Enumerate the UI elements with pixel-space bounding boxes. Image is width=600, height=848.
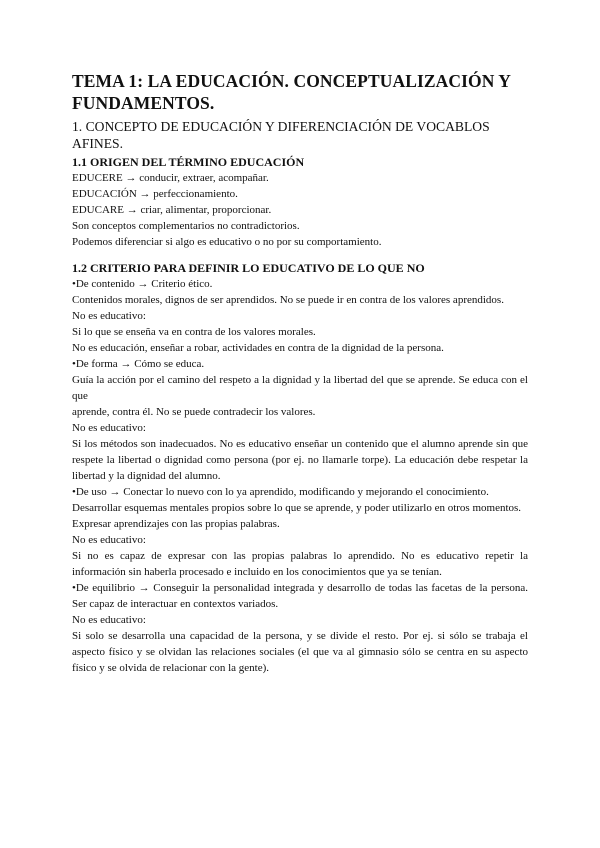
paragraph: No es educativo: [72,310,146,322]
paragraph: EDUCACIÓN → perfeccionamiento. [72,188,238,200]
section-1-2-heading: 1.2 CRITERIO PARA DEFINIR LO EDUCATIVO DE LO QUE NO [72,261,425,275]
paragraph: Si los métodos son inadecuados. No es educativo enseñar un contenido que el alumno aprende sin que respete la libertad o dignidad como persona (por ej. no llamarle torpe). La educación debe respetar la libertad y la dignidad del alumno. [72,438,528,482]
paragraph: Guía la acción por el camino del respeto a la dignidad y la libertad del que se aprende. Se educa con el que [72,374,528,402]
paragraph: •De contenido → Criterio ético. [72,278,213,290]
paragraph: No es educativo: [72,422,146,434]
paragraph: Si lo que se enseña va en contra de los valores morales. [72,326,316,338]
paragraph: No es educativo: [72,614,146,626]
document-title: TEMA 1: LA EDUCACIÓN. CONCEPTUALIZACIÓN Y FUNDAMENTOS. [72,71,511,113]
section-1-1-body [72,170,528,250]
section-1-2-body [72,276,528,676]
paragraph: •De equilibrio → Conseguir la personalidad integrada y desarrollo de todas las facetas de la persona. Ser capaz de interactuar en contextos variados. [72,582,528,610]
paragraph: Son conceptos complementarios no contradictorios. [72,220,300,232]
paragraph: No es educativo: [72,534,146,546]
paragraph: aprende, contra él. No se puede contradecir los valores. [72,406,316,418]
paragraph: Expresar aprendizajes con las propias palabras. [72,518,280,530]
paragraph: Desarrollar esquemas mentales propios sobre lo que se aprende, y poder utilizarlo en otros momentos. [72,502,522,514]
paragraph: •De uso → Conectar lo nuevo con lo ya aprendido, modificando y mejorando el conocimiento. [72,486,489,498]
paragraph: Si no es capaz de expresar con las propias palabras lo aprendido. No es educativo repetir la información sin haberla procesado e incluido en los conocimientos que ya se tenían. [72,550,528,578]
paragraph: Podemos diferenciar si algo es educativo o no por su comportamiento. [72,236,382,248]
paragraph: EDUCERE → conducir, extraer, acompañar. [72,172,269,184]
section-1-1-heading: 1.1 ORIGEN DEL TÉRMINO EDUCACIÓN [72,155,305,169]
paragraph: EDUCARE → criar, alimentar, proporcionar. [72,204,272,216]
paragraph: •De forma → Cómo se educa. [72,358,205,370]
paragraph: Si solo se desarrolla una capacidad de la persona, y se divide el resto. Por ej. si sólo se trabaja el aspecto físico y se olvidan las relaciones sociales (el que va al gimnasio sólo se centra en su aspecto físico y se olvida de relacionar con la gente). [72,630,528,674]
section-1-heading: 1. CONCEPTO DE EDUCACIÓN Y DIFERENCIACIÓN DE VOCABLOS AFINES. [72,119,490,151]
paragraph: No es educación, enseñar a robar, actividades en contra de la dignidad de la persona. [72,342,444,354]
paragraph: Contenidos morales, dignos de ser aprendidos. No se puede ir en contra de los valores aprendidos. [72,294,504,306]
